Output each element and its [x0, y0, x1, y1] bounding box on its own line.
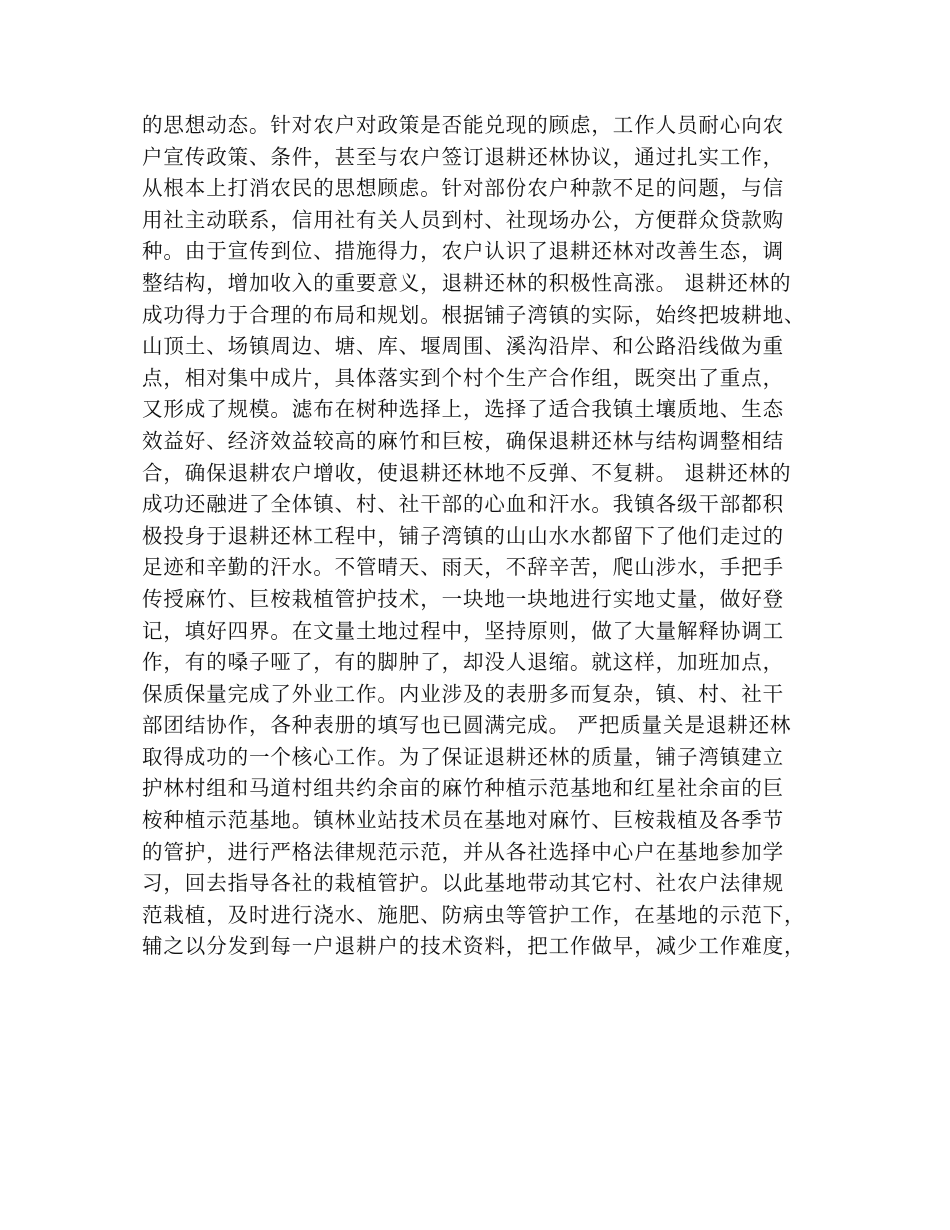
text-line: 从根本上打消农民的思想顾虑。针对部份农户种款不足的问题，与信: [142, 176, 784, 201]
text-line: 作，有的嗓子哑了，有的脚肿了，却没人退缩。就这样，加班加点，: [142, 650, 784, 675]
text-line: 用社主动联系，信用社有关人员到村、社现场办公，方便群众贷款购: [142, 207, 784, 232]
text-line: 种。由于宣传到位、措施得力，农户认识了退耕还林对改善生态，调: [142, 239, 784, 264]
text-line: 又形成了规模。滤布在树种选择上，选择了适合我镇土壤质地、生态: [142, 397, 784, 422]
text-line: 成功还融进了全体镇、村、社干部的心血和汗水。我镇各级干部都积: [142, 492, 784, 517]
text-line: 的管护，进行严格法律规范示范，并从各社选择中心户在基地参加学: [142, 839, 784, 864]
text-line: 成功得力于合理的布局和规划。根据铺子湾镇的实际，始终把坡耕地、: [142, 302, 806, 327]
text-line: 极投身于退耕还林工程中，铺子湾镇的山山水水都留下了他们走过的: [142, 523, 784, 548]
text-line: 户宣传政策、条件，甚至与农户签订退耕还林协议，通过扎实工作，: [142, 144, 784, 169]
text-line: 取得成功的一个核心工作。为了保证退耕还林的质量，铺子湾镇建立: [142, 744, 784, 769]
text-line: 部团结协作，各种表册的填写也已圆满完成。 严把质量关是退耕还林: [142, 713, 792, 738]
text-line: 点，相对集中成片，具体落实到个村个生产合作组，既突出了重点，: [142, 365, 784, 390]
text-line: 范栽植，及时进行浇水、施肥、防病虫等管护工作，在基地的示范下，: [142, 902, 806, 927]
text-line: 山顶土、场镇周边、塘、库、堰周围、溪沟沿岸、和公路沿线做为重: [142, 334, 784, 359]
text-line: 辅之以分发到每一户退耕户的技术资料，把工作做早，减少工作难度，: [142, 934, 806, 959]
text-line: 的思想动态。针对农户对政策是否能兑现的顾虑，工作人员耐心向农: [142, 113, 784, 137]
text-line: 合，确保退耕农户增收，使退耕还林地不反弹、不复耕。 退耕还林的: [142, 460, 792, 485]
text-line: 效益好、经济效益较高的麻竹和巨桉，确保退耕还林与结构调整相结: [142, 428, 784, 453]
text-line: 传授麻竹、巨桉栽植管护技术，一块地一块地进行实地丈量，做好登: [142, 586, 784, 611]
text-line: 保质保量完成了外业工作。内业涉及的表册多而复杂，镇、村、社干: [142, 681, 784, 706]
text-line: 记，填好四界。在文量土地过程中，坚持原则，做了大量解释协调工: [142, 618, 784, 643]
text-line: 桉种植示范基地。镇林业站技术员在基地对麻竹、巨桉栽植及各季节: [142, 808, 784, 833]
text-line: 习，回去指导各社的栽植管护。以此基地带动其它村、社农户法律规: [142, 871, 784, 896]
text-line: 护林村组和马道村组共约余亩的麻竹种植示范基地和红星社余亩的巨: [142, 776, 784, 801]
text-line: 整结构，增加收入的重要意义，退耕还林的积极性高涨。 退耕还林的: [142, 270, 792, 295]
text-line: 足迹和辛勤的汗水。不管晴天、雨天，不辞辛苦，爬山涉水，手把手: [142, 555, 784, 580]
body-text: [142, 110, 812, 963]
